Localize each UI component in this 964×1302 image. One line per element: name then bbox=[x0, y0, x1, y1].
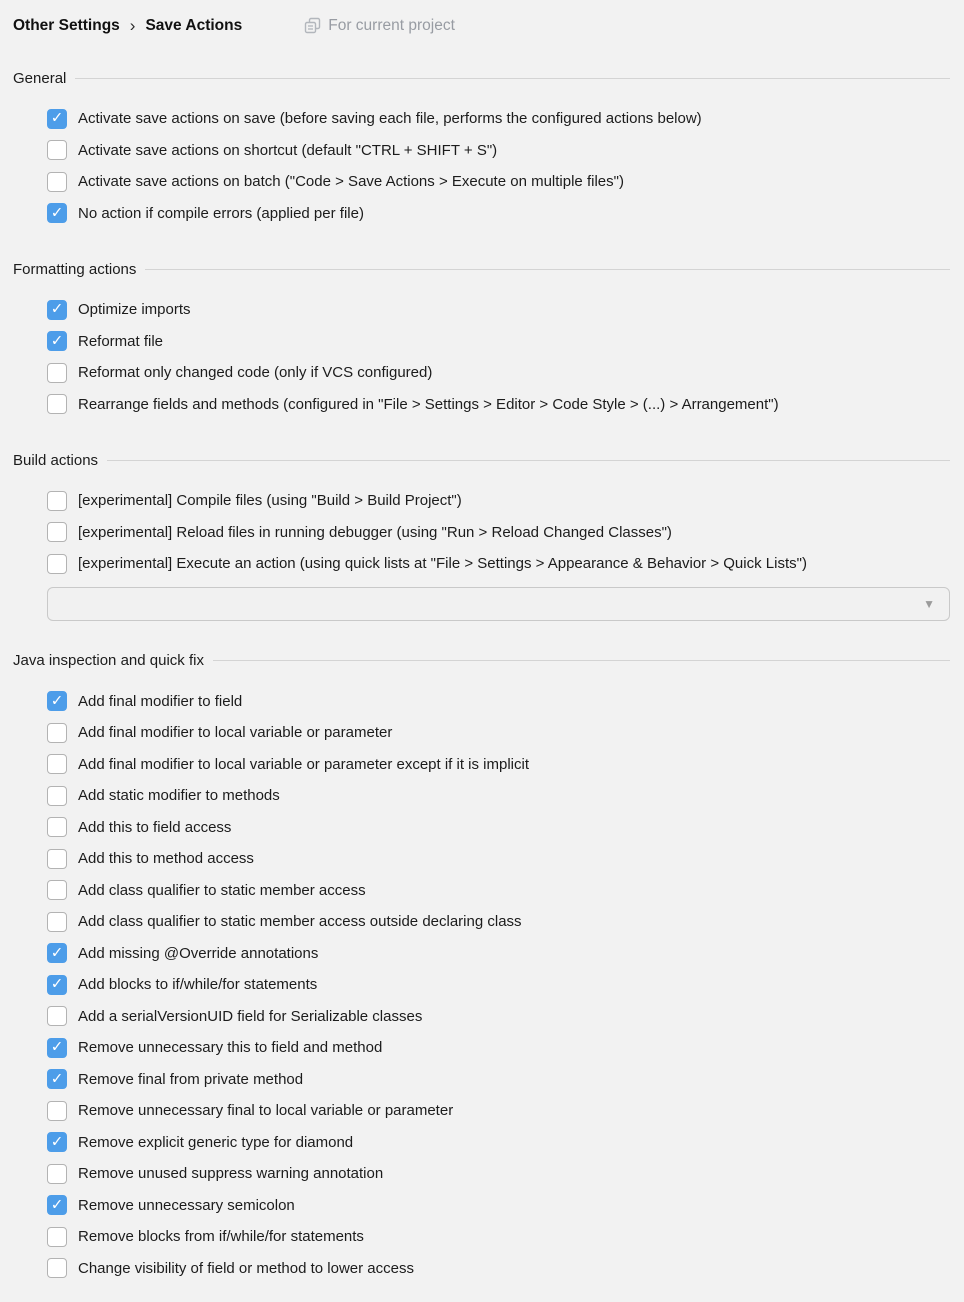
section-divider bbox=[75, 78, 950, 79]
checkbox-row[interactable] bbox=[47, 938, 950, 970]
checkbox-row[interactable] bbox=[47, 780, 950, 812]
checkmark-icon: ✓ bbox=[50, 1038, 64, 1056]
checkbox-row[interactable] bbox=[47, 1032, 950, 1064]
checkbox-row[interactable] bbox=[47, 1127, 950, 1159]
checkbox[interactable] bbox=[47, 109, 67, 129]
checkbox-label[interactable]: Remove unnecessary final to local variable or parameter bbox=[78, 1102, 454, 1120]
checkbox-label[interactable]: [experimental] Execute an action (using quick lists at "File > Settings > Appearance & Behavior > Quick Lists") bbox=[78, 555, 807, 573]
checkbox-label[interactable]: Activate save actions on batch ("Code > Save Actions > Execute on multiple files") bbox=[78, 173, 624, 191]
sections bbox=[0, 38, 964, 1284]
checkbox-row[interactable] bbox=[47, 686, 950, 718]
section-rows bbox=[13, 294, 950, 420]
checkmark-icon: ✓ bbox=[50, 332, 64, 350]
section-title: Java inspection and quick fix bbox=[13, 652, 204, 669]
checkbox[interactable] bbox=[47, 912, 67, 932]
breadcrumb-save-actions[interactable]: Save Actions bbox=[145, 16, 243, 34]
checkmark-icon: ✓ bbox=[50, 692, 64, 710]
section-header bbox=[13, 651, 950, 671]
checkbox[interactable] bbox=[47, 975, 67, 995]
settings-section bbox=[13, 621, 950, 1285]
checkbox[interactable] bbox=[47, 1164, 67, 1184]
checkbox-label[interactable]: Remove blocks from if/while/for statements bbox=[78, 1228, 364, 1246]
checkmark-icon: ✓ bbox=[50, 975, 64, 993]
checkbox-label[interactable]: Add this to method access bbox=[78, 850, 254, 868]
checkbox-row[interactable] bbox=[47, 969, 950, 1001]
checkmark-icon: ✓ bbox=[50, 1196, 64, 1214]
checkbox[interactable] bbox=[47, 723, 67, 743]
section-divider bbox=[213, 660, 950, 661]
checkbox-label[interactable]: Activate save actions on save (before saving each file, performs the configured actions below) bbox=[78, 110, 702, 128]
section-divider bbox=[145, 269, 950, 270]
checkbox[interactable] bbox=[47, 203, 67, 223]
checkbox-label[interactable]: Activate save actions on shortcut (default "CTRL + SHIFT + S") bbox=[78, 141, 498, 159]
checkbox[interactable] bbox=[47, 817, 67, 837]
checkbox[interactable] bbox=[47, 1195, 67, 1215]
checkbox-label[interactable]: [experimental] Compile files (using "Build > Build Project") bbox=[78, 492, 462, 510]
checkbox[interactable] bbox=[47, 394, 67, 414]
section-rows bbox=[13, 485, 950, 621]
settings-section bbox=[13, 420, 950, 621]
checkbox[interactable] bbox=[47, 754, 67, 774]
checkbox-row[interactable] bbox=[47, 294, 950, 326]
checkbox-row[interactable] bbox=[47, 326, 950, 358]
checkbox[interactable] bbox=[47, 943, 67, 963]
checkbox-label[interactable]: Add final modifier to field bbox=[78, 692, 243, 710]
checkbox-label[interactable]: Add missing @Override annotations bbox=[78, 944, 319, 962]
checkbox-label[interactable]: Add blocks to if/while/for statements bbox=[78, 976, 318, 994]
scope-note bbox=[304, 17, 455, 35]
checkbox-row[interactable] bbox=[47, 357, 950, 389]
checkbox[interactable] bbox=[47, 880, 67, 900]
checkbox-label[interactable]: Add class qualifier to static member access bbox=[78, 881, 366, 899]
checkmark-icon: ✓ bbox=[50, 204, 64, 222]
checkbox-row[interactable] bbox=[47, 749, 950, 781]
breadcrumb-separator-icon: › bbox=[129, 16, 136, 35]
checkbox-label[interactable]: Add static modifier to methods bbox=[78, 787, 280, 805]
checkbox-label[interactable]: Remove unnecessary this to field and method bbox=[78, 1039, 383, 1057]
section-header bbox=[13, 259, 950, 279]
checkbox-label[interactable]: Add a serialVersionUID field for Serializable classes bbox=[78, 1007, 423, 1025]
checkbox-label[interactable]: Reformat only changed code (only if VCS configured) bbox=[78, 364, 433, 382]
checkmark-icon: ✓ bbox=[50, 1133, 64, 1151]
checkbox-row[interactable] bbox=[47, 135, 950, 167]
checkbox-row[interactable] bbox=[47, 812, 950, 844]
section-title: Formatting actions bbox=[13, 260, 137, 278]
checkbox-row[interactable] bbox=[47, 1221, 950, 1253]
checkbox[interactable] bbox=[47, 172, 67, 192]
checkbox[interactable] bbox=[47, 1038, 67, 1058]
checkbox[interactable] bbox=[47, 331, 67, 351]
settings-breadcrumb-header bbox=[0, 0, 964, 38]
section-divider bbox=[107, 460, 950, 461]
scope-label: For current project bbox=[328, 16, 455, 34]
checkbox-label[interactable]: [experimental] Reload files in running debugger (using "Run > Reload Changed Classes") bbox=[78, 523, 672, 541]
section-rows bbox=[13, 103, 950, 229]
checkbox-row[interactable] bbox=[47, 166, 950, 198]
checkbox[interactable] bbox=[47, 1227, 67, 1247]
checkbox-label[interactable]: Remove unnecessary semicolon bbox=[78, 1196, 295, 1214]
checkbox[interactable] bbox=[47, 849, 67, 869]
checkbox[interactable] bbox=[47, 691, 67, 711]
checkbox[interactable] bbox=[47, 1006, 67, 1026]
checkbox[interactable] bbox=[47, 300, 67, 320]
checkbox-row[interactable] bbox=[47, 548, 950, 580]
checkbox[interactable] bbox=[47, 1258, 67, 1278]
checkbox-row[interactable] bbox=[47, 485, 950, 517]
checkmark-icon: ✓ bbox=[50, 300, 64, 318]
checkbox-row[interactable] bbox=[47, 198, 950, 230]
checkbox-label[interactable]: Remove final from private method bbox=[78, 1070, 304, 1088]
checkbox-row[interactable] bbox=[47, 843, 950, 875]
checkbox-label[interactable]: Remove unused suppress warning annotation bbox=[78, 1165, 384, 1183]
checkbox[interactable] bbox=[47, 363, 67, 383]
section-header bbox=[13, 450, 950, 470]
checkbox-label[interactable]: Rearrange fields and methods (configured in "File > Settings > Editor > Code Style > (...) > Arrangement") bbox=[78, 395, 779, 413]
copy-stack-icon bbox=[304, 17, 321, 34]
breadcrumb-other-settings[interactable]: Other Settings bbox=[13, 16, 120, 34]
checkbox-label[interactable]: Add this to field access bbox=[78, 818, 232, 836]
checkbox-row[interactable] bbox=[47, 1190, 950, 1222]
section-title: General bbox=[13, 69, 67, 87]
quick-list-dropdown[interactable] bbox=[47, 587, 950, 621]
checkbox-row[interactable] bbox=[47, 717, 950, 749]
checkbox[interactable] bbox=[47, 1132, 67, 1152]
chevron-down-icon: ▼ bbox=[923, 596, 935, 611]
checkbox-row[interactable] bbox=[47, 389, 950, 421]
checkbox-row[interactable] bbox=[47, 875, 950, 907]
checkbox-row[interactable] bbox=[47, 1253, 950, 1285]
checkbox-label[interactable]: Reformat file bbox=[78, 332, 164, 350]
checkbox[interactable] bbox=[47, 491, 67, 511]
checkbox-label[interactable]: No action if compile errors (applied per file) bbox=[78, 204, 364, 222]
checkbox-label[interactable]: Change visibility of field or method to lower access bbox=[78, 1259, 414, 1277]
settings-section bbox=[13, 229, 950, 420]
checkmark-icon: ✓ bbox=[50, 1070, 64, 1088]
checkbox[interactable] bbox=[47, 140, 67, 160]
settings-section bbox=[13, 38, 950, 229]
checkmark-icon: ✓ bbox=[50, 109, 64, 127]
checkbox-label[interactable]: Add class qualifier to static member access outside declaring class bbox=[78, 913, 522, 931]
checkmark-icon: ✓ bbox=[50, 944, 64, 962]
checkbox[interactable] bbox=[47, 786, 67, 806]
checkbox-label[interactable]: Optimize imports bbox=[78, 301, 191, 319]
checkbox-row[interactable] bbox=[47, 906, 950, 938]
checkbox-row[interactable] bbox=[47, 103, 950, 135]
checkbox-row[interactable] bbox=[47, 1001, 950, 1033]
checkbox-label[interactable]: Add final modifier to local variable or parameter bbox=[78, 724, 393, 742]
checkbox-row[interactable] bbox=[47, 517, 950, 549]
checkbox-label[interactable]: Remove explicit generic type for diamond bbox=[78, 1133, 354, 1151]
checkbox-label[interactable]: Add final modifier to local variable or parameter except if it is implicit bbox=[78, 755, 530, 773]
section-title: Build actions bbox=[13, 451, 99, 469]
checkbox[interactable] bbox=[47, 554, 67, 574]
checkbox-row[interactable] bbox=[47, 1064, 950, 1096]
section-rows bbox=[13, 686, 950, 1285]
checkbox-row[interactable] bbox=[47, 1095, 950, 1127]
section-header bbox=[13, 68, 950, 88]
checkbox[interactable] bbox=[47, 1101, 67, 1121]
checkbox[interactable] bbox=[47, 522, 67, 542]
checkbox[interactable] bbox=[47, 1069, 67, 1089]
checkbox-row[interactable] bbox=[47, 1158, 950, 1190]
